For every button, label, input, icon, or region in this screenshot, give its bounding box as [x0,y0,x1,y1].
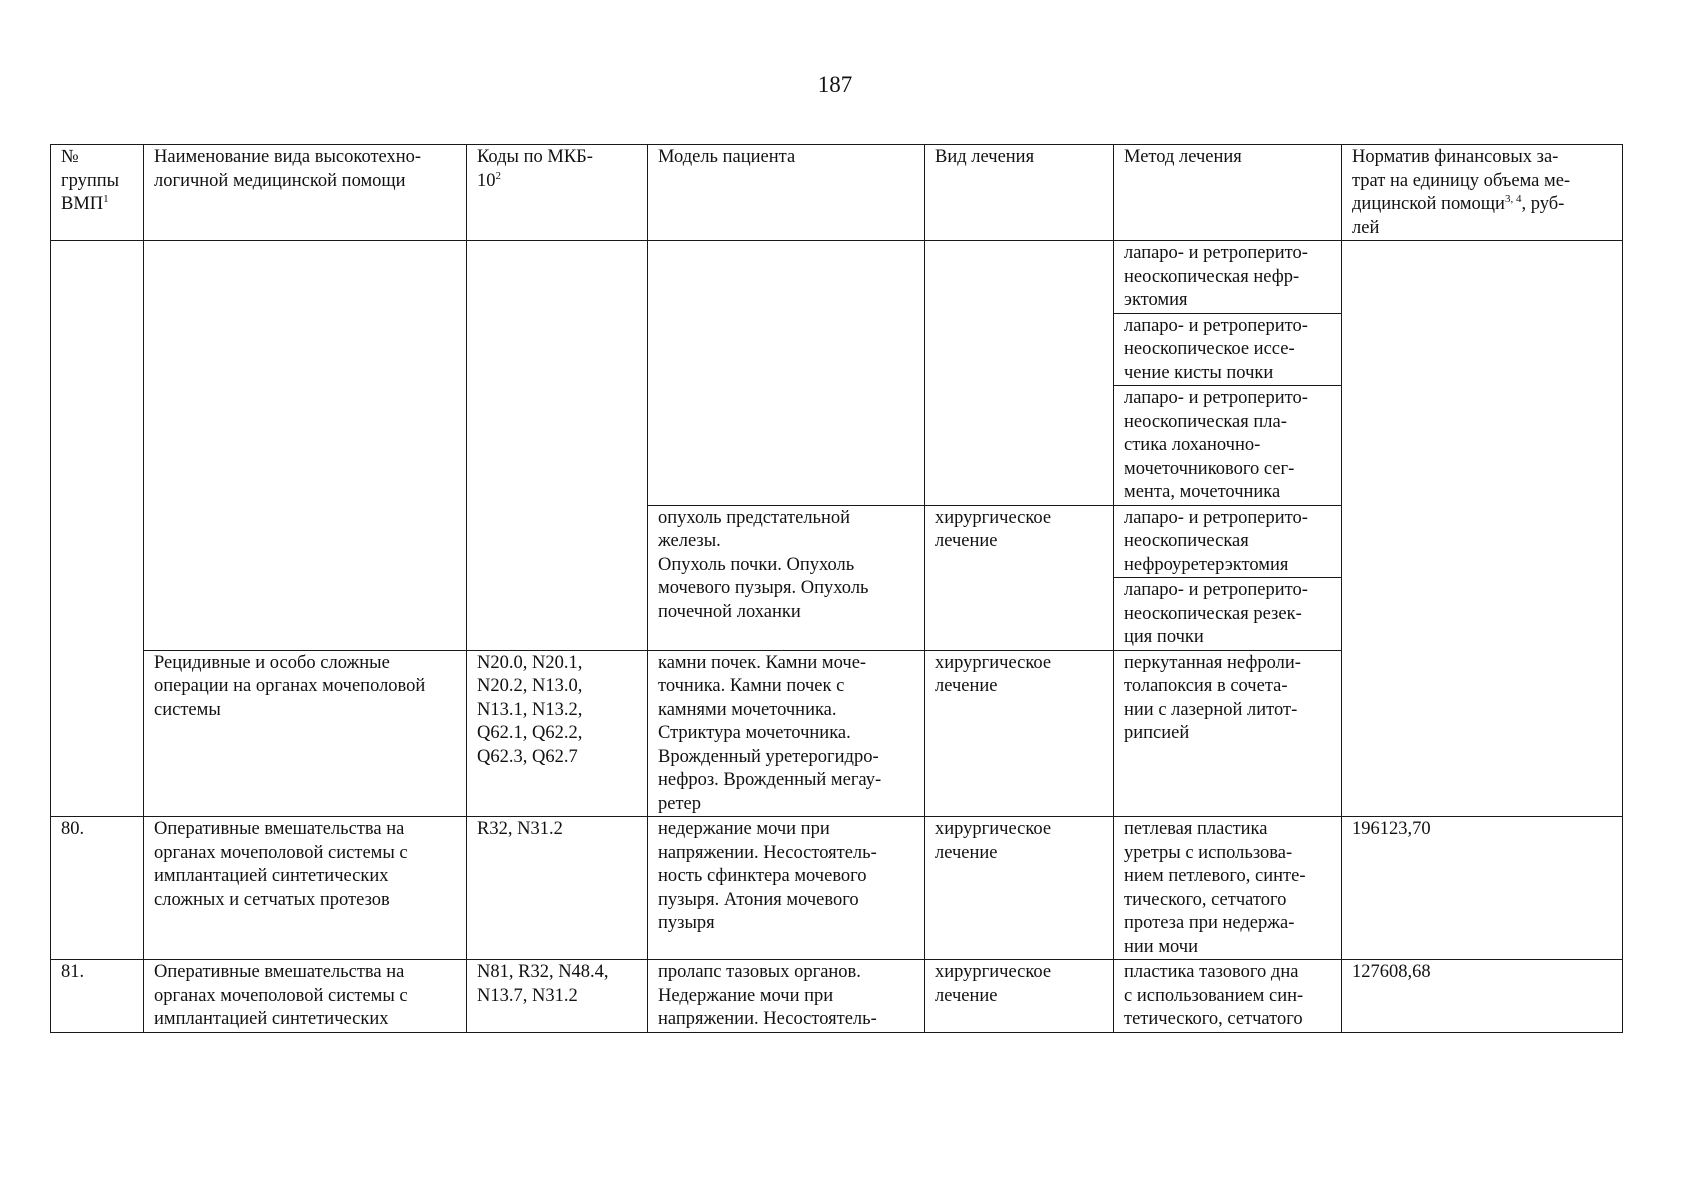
patient-model-cell: пролапс тазовых органов. Недержание мочи при напряжении. Несостоятель- [648,960,925,1033]
cost-norm-cell [1342,241,1623,817]
patient-model-cell: камни почек. Камни моче- точника. Камни почек с камнями мочеточника. Стриктура мочеточника. Врожденный уретерогидро- нефроз. Врожденный мегау- ретер [648,650,925,817]
header-treatment-type: Вид лечения [925,145,1114,241]
page-number: 187 [817,72,853,97]
treatment-method-cell: петлевая пластика уретры с использова- нием петлевого, синте- тического, сетчатого протеза при недержа- нии мочи [1114,817,1342,960]
vmp-name-cell: Оперативные вмешательства на органах мочеполовой системы с имплантацией синтетических [144,960,467,1033]
header-group-no: № группы ВМП$^1$ [51,145,144,241]
cost-norm-cell: 127608,68 [1342,960,1623,1033]
treatment-type-cell: хирургическое лечение [925,650,1114,817]
treatment-type-cell: хирургическое лечение [925,505,1114,650]
icd-codes-cell [467,241,648,651]
icd-codes-cell: N81, R32, N48.4, N13.7, N31.2 [467,960,648,1033]
table-row [51,241,1623,314]
group-no-cell: 81. [51,960,144,1033]
table-row [51,817,1623,960]
treatment-method-cell: лапаро- и ретроперито- неоскопическая нефр- эктомия [1114,241,1342,314]
vmp-name-cell: Рецидивные и особо сложные операции на органах мочеполовой системы [144,650,467,817]
header-cost-norm: Норматив финансовых за- трат на единицу объема ме- дицинской помощи$^{3, 4}$, руб- лей [1342,145,1623,241]
cost-norm-cell: 196123,70 [1342,817,1623,960]
table-row [51,960,1623,1033]
vmp-name-cell: Оперативные вмешательства на органах мочеполовой системы с имплантацией синтетических сложных и сетчатых протезов [144,817,467,960]
patient-model-cell: опухоль предстательной железы. Опухоль почки. Опухоль мочевого пузыря. Опухоль почечной лоханки [648,505,925,650]
treatment-type-cell [925,241,1114,506]
group-no-cell [51,241,144,817]
header-vmp-name: Наименование вида высокотехно- логичной медицинской помощи [144,145,467,241]
treatment-method-cell: лапаро- и ретроперито- неоскопическое иссе- чение кисты почки [1114,313,1342,386]
icd-codes-cell: N20.0, N20.1, N20.2, N13.0, N13.1, N13.2, Q62.1, Q62.2, Q62.3, Q62.7 [467,650,648,817]
treatment-method-cell: перкутанная нефроли- толапоксия в сочета- нии с лазерной литот- рипсией [1114,650,1342,817]
header-treatment-method: Метод лечения [1114,145,1342,241]
patient-model-cell [648,241,925,506]
treatment-method-cell: лапаро- и ретроперито- неоскопическая нефроуретерэктомия [1114,505,1342,578]
icd-codes-cell: R32, N31.2 [467,817,648,960]
vmp-name-cell [144,241,467,651]
treatment-type-cell: хирургическое лечение [925,817,1114,960]
header-icd-codes: Коды по МКБ- $10^2$ [467,145,648,241]
treatment-method-cell: лапаро- и ретроперито- неоскопическая пла- стика лоханочно- мочеточникового сег- мента, мочеточника [1114,386,1342,506]
treatment-method-cell: пластика тазового дна с использованием син- тетического, сетчатого [1114,960,1342,1033]
treatment-method-cell: лапаро- и ретроперито- неоскопическая резек- ция почки [1114,578,1342,651]
header-patient-model: Модель пациента [648,145,925,241]
patient-model-cell: недержание мочи при напряжении. Несостоятель- ность сфинктера мочевого пузыря. Атония мочевого пузыря [648,817,925,960]
vmp-table [50,144,1623,1033]
group-no-cell: 80. [51,817,144,960]
table-header-row [51,145,1623,241]
treatment-type-cell: хирургическое лечение [925,960,1114,1033]
